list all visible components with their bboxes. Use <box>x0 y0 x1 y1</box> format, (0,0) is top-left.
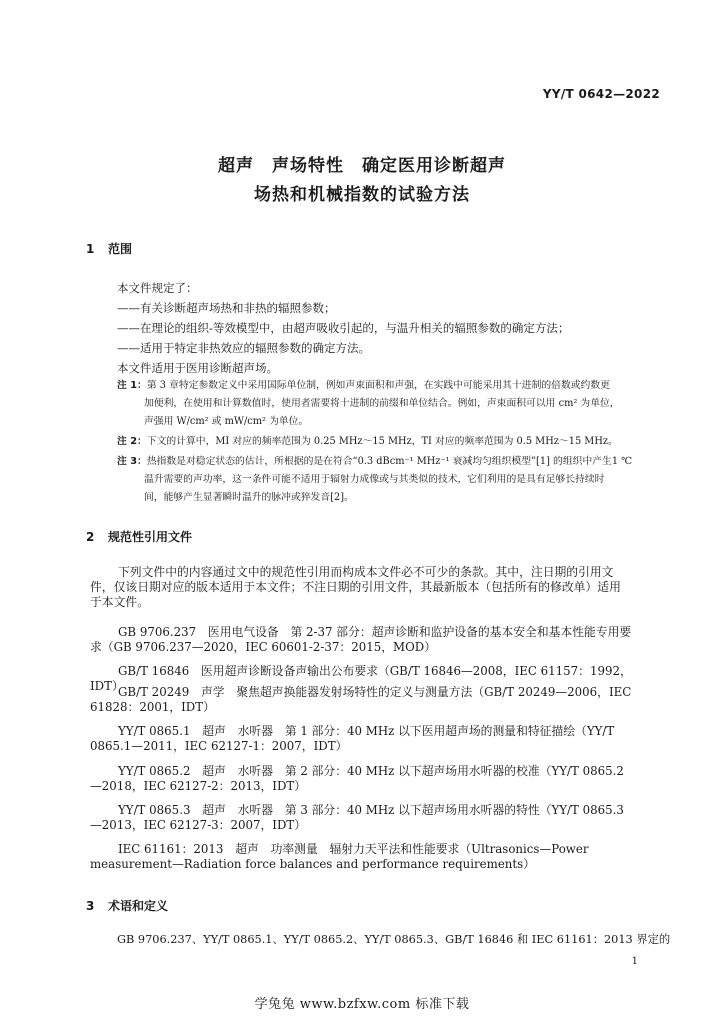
section-3-text: GB 9706.237、YY/T 0865.1、YY/T 0865.2、YY/T 0865.3、GB/T 16846 和 IEC 61161：2013 界定的 <box>117 933 671 946</box>
note-text: 第 3 章特定参数定义中采用国际单位制，例如声束面积和声强，在实践中可能采用其十进制的倍数或约数更 <box>146 380 610 391</box>
footer-watermark: 学兔兔 www.bzfxw.com 标准下载 <box>254 997 470 1012</box>
reference-item: GB 9706.237 医用电气设备 第 2-37 部分：超声诊断和监护设备的基本安全和基本性能专用要求（GB 9706.237—2020，IEC 60601-2-37：2015，MOD） <box>90 625 632 654</box>
note-label: 注 2： <box>117 436 147 447</box>
title-line-1: 超声 声场特性 确定医用诊断超声 <box>218 156 506 176</box>
reference-item: IEC 61161：2013 超声 功率测量 辐射力天平法和性能要求（Ultrasonics—Power measurement—Radiation force balances and performance requirements） <box>90 842 589 871</box>
section-1-intro: 本文件规定了： <box>117 281 198 295</box>
section-3-heading <box>86 897 168 914</box>
reference-item: YY/T 0865.1 超声 水听器 第 1 部分：40 MHz 以下医用超声场的测量和特征描绘（YY/T 0865.1—2011，IEC 62127-1：2007，IDT） <box>90 724 615 753</box>
section-1-applies: 本文件适用于医用诊断超声场。 <box>117 361 278 375</box>
reference-item: GB/T 20249 声学 聚焦超声换能器发射场特性的定义与测量方法（GB/T 20249—2006，IEC 61828：2001，IDT） <box>90 685 632 714</box>
list-item: ——有关诊断超声场热和非热的辐照参数； <box>117 301 336 315</box>
paragraph: 下列文件中的内容通过文中的规范性引用而构成本文件必不可少的条款。其中，注日期的引用文件，仅该日期对应的版本适用于本文件；不注日期的引用文件，其最新版本（包括所有的修改单）适用于本文件。 <box>90 565 621 609</box>
section-number: 3 <box>86 899 95 913</box>
note-1 <box>117 380 610 392</box>
standard-number: YY/T 0642—2022 <box>542 87 660 101</box>
section-title: 范围 <box>108 242 133 256</box>
note-text: 下文的计算中，MI 对应的频率范围为 0.25 MHz～15 MHz，TI 对应的频率范围为 0.5 MHz～15 MHz。 <box>146 436 618 447</box>
reference-item: GB/T 16846 医用超声诊断设备声输出公布要求（GB/T 16846—2008，IEC 61157：1992，IDT） <box>90 664 632 693</box>
note-text: 温升需要的声功率，这一条件可能不适用于辐射力成像或与其类似的技术，它们利用的是具有足够长持续时 <box>144 474 605 485</box>
list-item: ——适用于特定非热效应的辐照参数的确定方法。 <box>117 341 370 355</box>
note-3 <box>117 456 632 468</box>
note-label: 注 3： <box>117 456 147 467</box>
reference-item: YY/T 0865.3 超声 水听器 第 3 部分：40 MHz 以下超声场用水听器的特性（YY/T 0865.3—2013，IEC 62127-3：2007，IDT） <box>90 803 624 832</box>
section-number: 1 <box>86 242 95 256</box>
page-number: 1 <box>631 956 638 967</box>
reference-item: YY/T 0865.2 超声 水听器 第 2 部分：40 MHz 以下超声场用水听器的校准（YY/T 0865.2—2018，IEC 62127-2：2013，IDT） <box>90 764 624 793</box>
title-line-2: 场热和机械指数的试验方法 <box>254 185 470 205</box>
note-text: 加便利，在使用和计算数值时，使用者需要将十进制的前缀和单位结合。例如，声束面积可以用 cm² 为单位， <box>144 398 620 409</box>
section-1-heading <box>86 240 132 257</box>
section-title: 术语和定义 <box>108 899 169 913</box>
note-text: 间，能够产生显著瞬时温升的脉冲或猝发音[2]。 <box>144 492 354 503</box>
section-number: 2 <box>86 530 95 544</box>
note-text: 热指数是对稳定状态的估计，所根据的是在符合“0.3 dBcm⁻¹ MHz⁻¹ 衰减均匀组织模型”[1] 的组织中产生1 ℃ <box>146 456 633 467</box>
section-title: 规范性引用文件 <box>108 530 193 544</box>
section-2-heading <box>86 528 192 545</box>
note-2 <box>117 436 618 448</box>
note-label: 注 1： <box>117 380 147 391</box>
list-item: ——在理论的组织-等效模型中，由超声吸收引起的，与温升相关的辐照参数的确定方法； <box>117 321 570 335</box>
note-text: 声强用 W/cm² 或 mW/cm² 为单位。 <box>144 416 309 427</box>
